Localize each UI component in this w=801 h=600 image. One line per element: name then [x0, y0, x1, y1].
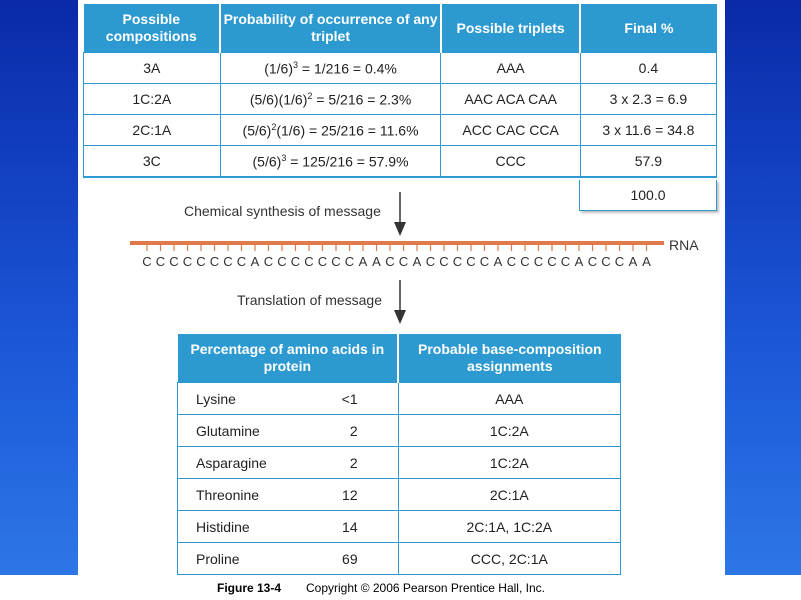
amino-acid-cell: Asparagine	[178, 447, 314, 479]
amino-acid-cell: Threonine	[178, 479, 314, 511]
rna-base: C	[587, 254, 598, 269]
header-final-percent: Final %	[580, 4, 716, 53]
rna-strand-diagram	[130, 236, 710, 272]
amino-acid-cell: Proline	[178, 543, 314, 576]
final-cell: 57.9	[580, 146, 716, 178]
rna-base: A	[574, 254, 584, 269]
rna-base: A	[628, 254, 638, 269]
rna-base: C	[223, 254, 233, 269]
rna-base: C	[466, 254, 476, 269]
header-probability: Probability of occurrence of any triplet	[220, 4, 441, 53]
triplets-cell: CCC	[441, 146, 580, 178]
percent-cell: 2	[313, 415, 398, 447]
rna-base: A	[358, 254, 368, 269]
rna-ticks	[147, 245, 647, 251]
rna-base: C	[155, 254, 166, 269]
probability-cell: $(1/6)^3 = 1/216 = 0.4\%$	[220, 53, 441, 84]
table-row	[178, 383, 621, 415]
rna-base: C	[506, 254, 517, 269]
triplets-cell: AAA	[441, 53, 580, 84]
assignment-cell: CCC, 2C:1A	[398, 543, 620, 576]
copyright-text: Copyright © 2006 Pearson Prentice Hall, Inc.	[306, 581, 545, 595]
table-row	[178, 543, 621, 576]
table-row	[84, 115, 717, 146]
percent-cell: <1	[313, 383, 398, 415]
down-arrow-icon	[392, 192, 408, 238]
rna-base: C	[169, 254, 179, 269]
probability-cell: $(5/6)^3 = 125/216 = 57.9\%$	[220, 146, 441, 178]
probability-cell: $(5/6)(1/6)^2 = 5/216 = 2.3\%$	[220, 84, 441, 115]
rna-base: C	[182, 254, 193, 269]
header-assignments: Probable base-composition assignments	[398, 334, 620, 383]
table-row	[84, 146, 717, 178]
rna-base: A	[493, 254, 503, 269]
final-cell: 3 x 2.3 = 6.9	[580, 84, 716, 115]
composition-cell: 3A	[84, 53, 221, 84]
percent-cell: 2	[313, 447, 398, 479]
rna-base: C	[425, 254, 436, 269]
table-row	[178, 511, 621, 543]
rna-base: C	[263, 254, 274, 269]
assignment-cell: 2C:1A	[398, 479, 620, 511]
rna-base: C	[398, 254, 409, 269]
table-row	[178, 447, 621, 479]
assignment-cell: 1C:2A	[398, 415, 620, 447]
rna-base: C	[277, 254, 287, 269]
rna-base: C	[209, 254, 220, 269]
composition-cell: 2C:1A	[84, 115, 221, 146]
rna-base: C	[344, 254, 355, 269]
rna-bases	[142, 254, 651, 269]
rna-base: C	[520, 254, 530, 269]
header-amino-percent: Percentage of amino acids in protein	[178, 334, 399, 383]
table-header-row	[178, 334, 621, 383]
down-arrow-icon	[392, 280, 408, 326]
rna-base: C	[479, 254, 490, 269]
figure-number: Figure 13-4	[217, 581, 282, 595]
rna-base: A	[642, 254, 651, 269]
triplets-cell: AAC ACA CAA	[441, 84, 580, 115]
header-compositions: Possible compositions	[84, 4, 221, 53]
footer	[0, 575, 801, 600]
rna-base: C	[385, 254, 395, 269]
table-row	[84, 84, 717, 115]
rna-base: A	[372, 254, 381, 269]
percent-cell: 14	[313, 511, 398, 543]
final-cell: 3 x 11.6 = 34.8	[580, 115, 716, 146]
rna-base: C	[236, 254, 247, 269]
composition-cell: 3C	[84, 146, 221, 178]
rna-base: C	[142, 254, 152, 269]
rna-base: C	[290, 254, 301, 269]
rna-base: A	[250, 254, 260, 269]
rna-backbone	[130, 241, 664, 245]
header-triplets: Possible triplets	[441, 4, 580, 53]
rna-base: C	[452, 254, 463, 269]
rna-base: C	[547, 254, 557, 269]
rna-base: C	[601, 254, 611, 269]
probability-cell: $(5/6)^2(1/6) = 25/216 = 11.6\%$	[220, 115, 441, 146]
rna-label: RNA	[669, 237, 699, 253]
rna-base: C	[196, 254, 206, 269]
amino-acid-cell: Histidine	[178, 511, 314, 543]
percent-cell: 12	[313, 479, 398, 511]
assignment-cell: 1C:2A	[398, 447, 620, 479]
rna-base: C	[331, 254, 341, 269]
triplets-cell: ACC CAC CCA	[441, 115, 580, 146]
rna-base: C	[614, 254, 625, 269]
assignment-cell: 2C:1A, 1C:2A	[398, 511, 620, 543]
rna-base: C	[304, 254, 314, 269]
rna-base: C	[533, 254, 544, 269]
table-row	[178, 415, 621, 447]
amino-acid-cell: Lysine	[178, 383, 314, 415]
composition-cell: 1C:2A	[84, 84, 221, 115]
table-row	[178, 479, 621, 511]
amino-acid-cell: Glutamine	[178, 415, 314, 447]
assignment-cell: AAA	[398, 383, 620, 415]
final-cell: 0.4	[580, 53, 716, 84]
rna-base: C	[560, 254, 571, 269]
final-total: 100.0	[579, 180, 717, 211]
table-header-row	[84, 4, 717, 53]
amino-acid-table	[177, 334, 621, 576]
percent-cell: 69	[313, 543, 398, 576]
triplet-probability-table	[83, 4, 717, 178]
translation-label: Translation of message	[237, 292, 382, 308]
rna-base: A	[412, 254, 422, 269]
rna-base: C	[317, 254, 328, 269]
rna-base: C	[439, 254, 449, 269]
synthesis-label: Chemical synthesis of message	[184, 203, 381, 219]
table-row	[84, 53, 717, 84]
